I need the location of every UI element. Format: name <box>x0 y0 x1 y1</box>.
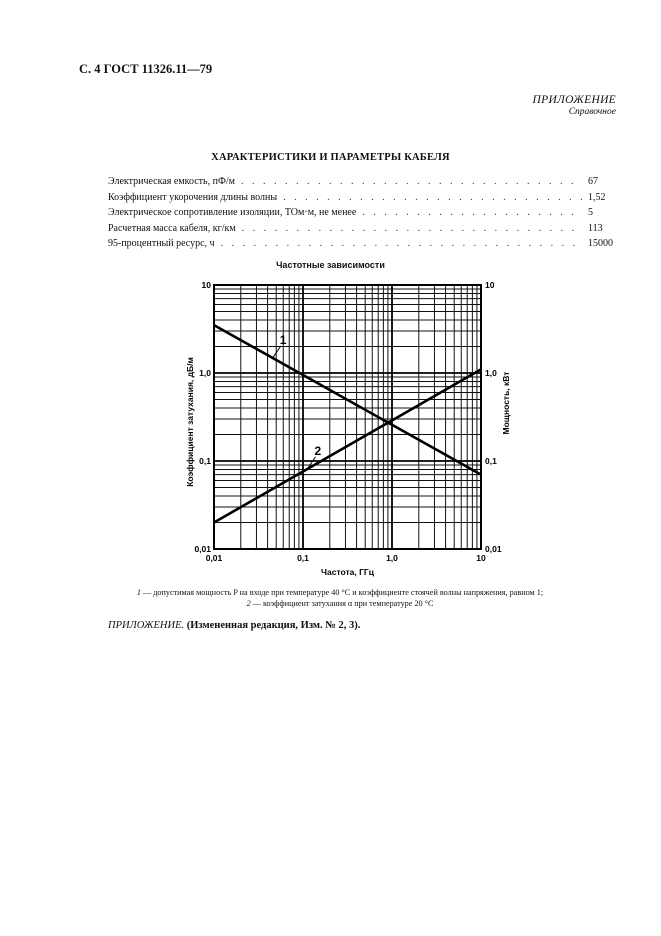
chart-title: Частотные зависимости <box>276 260 385 270</box>
parameter-label: Коэффициент укорочения длины волны <box>108 191 278 203</box>
note-line-1 <box>60 587 620 598</box>
note-1-number: 1 <box>136 588 141 597</box>
parameter-label: Электрическая емкость, пФ/м <box>108 176 235 187</box>
y-tick-label: 1,0 <box>199 368 211 378</box>
figure-notes <box>60 587 620 609</box>
parameter-value: 67 <box>588 176 598 187</box>
page-header: С. 4 ГОСТ 11326.11—79 <box>79 62 213 76</box>
y2-tick-label: 0,1 <box>485 456 497 466</box>
x-tick-label: 0,1 <box>297 553 309 563</box>
plot-frame <box>214 285 481 549</box>
series-label-1: 1 <box>279 333 287 348</box>
y-axis-label: Коэффициент затухания, дБ/м <box>185 357 195 487</box>
x-tick-label: 0,01 <box>205 553 223 563</box>
y-tick-label: 0,1 <box>199 456 211 466</box>
y2-tick-label: 1,0 <box>485 368 497 378</box>
parameter-value: 1,52 <box>588 191 606 203</box>
note-line-2 <box>60 598 620 609</box>
parameter-value: 15000 <box>588 238 613 249</box>
parameter-value: 113 <box>588 222 603 234</box>
note-2-text: — коэффициент затухания α при температуре 20 °С <box>250 599 434 608</box>
appendix-title: ПРИЛОЖЕНИЕ <box>532 94 616 106</box>
parameter-value: 5 <box>588 207 593 218</box>
x-tick-label: 10 <box>476 553 486 563</box>
parameter-label: Расчетная масса кабеля, кг/км <box>108 222 236 234</box>
y-tick-label: 0,01 <box>194 544 211 554</box>
footer-bold: (Измененная редакция, Изм. № 2, 3). <box>184 620 361 631</box>
parameter-label: 95-процентный ресурс, ч <box>108 238 215 249</box>
series-label-leader <box>273 346 281 358</box>
y-tick-label: 10 <box>201 280 211 290</box>
y2-tick-label: 0,01 <box>485 544 502 554</box>
footer-italic: ПРИЛОЖЕНИЕ. <box>108 620 185 631</box>
note-2-number: 2 <box>246 599 251 608</box>
parameter-label: Электрическое сопротивление изоляции, ТОм·м, не менее <box>108 207 357 218</box>
note-1-text: — допустимая мощность P на входе при температуре 40 °С и коэффициенте стоячей волны напряжения, равном 1; <box>140 588 544 597</box>
series-label-2: 2 <box>314 443 322 458</box>
x-tick-label: 1,0 <box>386 553 398 563</box>
y2-axis-label: Мощность, кВт <box>501 371 511 435</box>
section-title: ХАРАКТЕРИСТИКИ И ПАРАМЕТРЫ КАБЕЛЯ <box>211 152 450 163</box>
x-axis-label: Частота, ГГц <box>321 567 374 577</box>
y2-tick-label: 10 <box>485 280 495 290</box>
appendix-subtitle: Справочное <box>568 107 616 117</box>
footer-note <box>108 620 360 631</box>
